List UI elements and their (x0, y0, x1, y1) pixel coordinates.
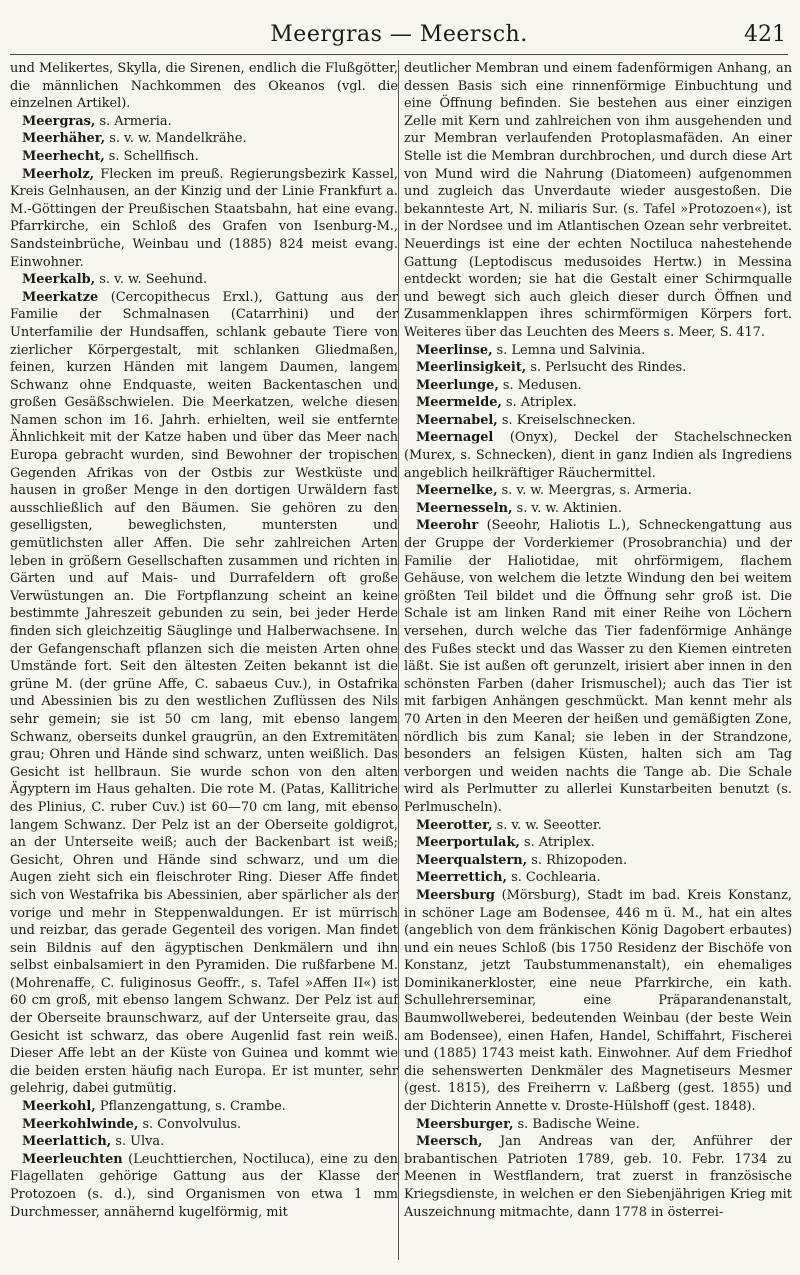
entry-text: s. Schellfisch. (104, 148, 199, 164)
entry-text: (Cercopithecus Erxl.), Gattung aus der Familie der Schmalnasen (Catarrhini) und der Unterfamilie der Hundsaffen, schlank gebaute Tiere von zierlicher Körpergestalt, mit schlanken Gliedmaßen, feinen, kurzen Händen mit langem Daumen, langem Schwanz ohne Endquaste, weiten Backentaschen und großen Gesäßschwielen. Die Meerkatzen, welche diesen Namen schon im 16. Jahrh. erhielten, weil sie entfernte Ähnlichkeit mit der Katze haben und über das Meer nach Europa gebracht wurden, sind Bewohner der tropischen Gegenden Afrikas von der Ostbis zur Westküste und hausen in großer Menge in den dortigen Urwäldern fast ausschließlich auf den Bäumen. Sie gehören zu den geselligsten, beweglichsten, muntersten und gemütlichsten aller Affen. Die sehr zahlreichen Arten leben in größern Gesellschaften zusammen und richten in Gärten und auf Mais- und Durrafeldern oft große Verwüstungen an. Die Fortpflanzung scheint an keine bestimmte Jahreszeit gebunden zu sein, bei jeder Herde finden sich gleichzeitig Säuglinge und Halberwachsene. In der Gefangenschaft pflanzen sich die meisten Arten ohne Umstände fort. Seit den ältesten Zeiten bekannt ist die grüne M. (der grüne Affe, C. sabaeus Cuv.), in Ostafrika und Abessinien bis zu den westlichen Zuflüssen des Nils sehr gemein; sie ist 50 cm lang, mit ebenso langem Schwanz, oberseits dunkel graugrün, an den Extremitäten grau; Ohren und Hände sind schwarz, unten weißlich. Das Gesicht ist hellbraun. Sie wurde schon von den alten Ägyptern im Haus gehalten. Die rote M. (Patas, Kallitriche des Plinius, C. ruber Cuv.) ist 60—70 cm lang, mit ebenso langem Schwanz. Der Pelz ist an der Oberseite goldigrot, an der Unterseite weiß; auch der Backenbart ist weiß; Gesicht, Ohren und Hände sind schwarz, und um die Augen zieht sich ein fleischroter Ring. Dieser Affe findet sich von Westafrika bis Abessinien, aber spärlicher als der vorige und mehr in Steppenwaldungen. Er ist mürrisch und reizbar, das gerade Gegenteil des vorigen. Man findet sein Bildnis auf den ägyptischen Denkmälern und ihn selbst einbalsamiert in den Pyramiden. Die rußfarbene M. (Mohrenaffe, C. fuliginosus Geoffr., s. Tafel »Affen II«) ist 60 cm groß, mit ebenso langem Schwanz. Der Pelz ist auf der Oberseite braunschwarz, auf der Unterseite grau, das Gesicht ist schwarz, das obere Augenlid fast rein weiß. Dieser Affe lebt an der Küste von Guinea und kommt wie die beiden ersten häufig nach Europa. Er ist munter, sehr gelehrig, dabei gutmütig. (10, 289, 398, 1097)
page-number: 421 (744, 22, 786, 47)
headword: Meerrettich, (416, 870, 507, 886)
entry (404, 817, 792, 835)
headword: Meernabel, (416, 412, 498, 428)
entry-text: s. v. w. Seeotter. (492, 817, 602, 833)
headword: Meernagel (416, 430, 494, 446)
entry-text: s. Rhizopoden. (527, 852, 628, 868)
entry (404, 429, 792, 482)
headword: Meerlinsigkeit, (416, 360, 527, 376)
headword: Meerleuchten (22, 1151, 123, 1167)
entry (10, 60, 398, 113)
entry-text: (Onyx), Deckel der Stachelschnecken (Murex, s. Schnecken), dient in ganz Indien als Ingrediens angeblich heilkräftiger Räuchermittel. (404, 430, 792, 481)
headword: Meerqualstern, (416, 852, 528, 868)
headword: Meermelde, (416, 395, 502, 411)
entry (10, 1133, 398, 1151)
entry (10, 148, 398, 166)
headword: Meerlattich, (22, 1134, 112, 1150)
entry (404, 60, 792, 342)
entry-text: s. v. w. Mandelkrähe. (105, 131, 247, 147)
entry-text: s. Ulva. (111, 1134, 165, 1150)
entry (10, 113, 398, 131)
left-column (10, 60, 398, 1265)
headword: Meersburg (416, 887, 495, 903)
headword: Meernesseln, (416, 500, 513, 516)
entry-text: s. Cochlearia. (506, 870, 601, 886)
entry (404, 1133, 792, 1221)
headword: Meerkatze (22, 289, 99, 305)
headword: Meerhecht, (22, 148, 105, 164)
entry (404, 1116, 792, 1134)
entry-text: s. Convolvulus. (138, 1116, 242, 1132)
page-header (10, 18, 788, 55)
entry-text: Pflanzengattung, s. Crambe. (95, 1099, 286, 1115)
entry (10, 1098, 398, 1116)
headword: Meerotter, (416, 817, 493, 833)
entry-text: s. v. w. Meergras, s. Armeria. (497, 483, 692, 499)
headword: Meersburger, (416, 1116, 514, 1132)
entry (10, 271, 398, 289)
entry-text: s. Medusen. (498, 377, 582, 393)
entry-text: (Seeohr, Haliotis L.), Schneckengattung aus der Gruppe der Vorderkiemer (Prosobranchia) und der Familie der Haliotidae, mit ohrförmigem, flachem Gehäuse, von welchem die letzte Windung den bei weitem größten Teil bildet und die Öffnung sehr groß ist. Die Schale ist am linken Rand mit einer Reihe von Löchern versehen, durch welche das Tier fadenförmige Anhänge des Fußes steckt und das Wasser zu den Kiemen eintreten läßt. Sie ist außen oft gerunzelt, irisiert aber innen in den schönsten Farben (daher Irismuschel); auch das Tier ist mit farbigen Anhängen geschmückt. Man kennt mehr als 70 Arten in den Meeren der heißen und gemäßigten Zone, nördlich bis zum Kanal; sie leben in der Strandzone, besonders an felsigen Küsten, halten sich am Tag verborgen und weiden nachts die Tange ab. Die Schale wird als Perlmutter zu allerlei Kunstarbeiten benutzt (s. Perlmuscheln). (404, 518, 792, 815)
entry-text: s. v. w. Seehund. (95, 272, 208, 288)
entry-text: und Melikertes, Skylla, die Sirenen, endlich die Flußgötter, die männlichen Nachkommen des Okeanos (vgl. die einzelnen Artikel). (10, 61, 398, 112)
headword: Meerportulak, (416, 835, 520, 851)
headword: Meerlunge, (416, 377, 499, 393)
entry-text: Jan Andreas van der, Anführer der brabantischen Patrioten 1789, geb. 10. Febr. 1734 zu Meenen in Westflandern, trat zuerst in französische Kriegsdienste, in welchen er den Siebenjährigen Krieg mit Auszeichnung mitmachte, dann 1778 in österrei- (404, 1134, 792, 1220)
headword: Meerkohl, (22, 1099, 96, 1115)
headword: Meerlinse, (416, 342, 493, 358)
entry (404, 359, 792, 377)
entry (404, 887, 792, 1116)
entry-text: (Leuchttierchen, Noctiluca), eine zu den Flagellaten gehörige Gattung aus der Klasse der Protozoen (s. d.), sind Organismen von etwa 1 mm Durchmesser, annähernd kugelförmig, mit (10, 1151, 398, 1220)
headword: Meergras, (22, 113, 96, 129)
headword: Meerkohlwinde, (22, 1116, 139, 1132)
entry (404, 869, 792, 887)
entry-text: s. Armeria. (95, 113, 172, 129)
entry (404, 412, 792, 430)
entry (404, 394, 792, 412)
entry-text: s. Lemna und Salvinia. (492, 342, 646, 358)
entry (404, 377, 792, 395)
entry (10, 289, 398, 1098)
headword: Meerholz, (22, 166, 95, 182)
entry-text: s. Perlsucht des Rindes. (526, 360, 687, 376)
headword: Meernelke, (416, 483, 498, 499)
entry-text: (Mörsburg), Stadt im bad. Kreis Konstanz, in schöner Lage am Bodensee, 446 m ü. M., hat ein altes (angeblich von dem fränkischen König Dagobert erbautes) und ein neues Schloß (bis 1750 Residenz der Bischöfe von Konstanz, jetzt Taubstummenanstalt), ein ehemaliges Dominikanerkloster, eine neue Pfarrkirche, ein kath. Schullehrerseminar, eine Präparandenanstalt, Baumwollweberei, bedeutenden Weinbau (der beste Wein am Bodensee), einen Hafen, Handel, Schiffahrt, Fischerei und (1885) 1743 meist kath. Einwohner. Auf dem Friedhof die sehenswerten Denkmäler des Magnetiseurs Mesmer (gest. 1815), des Freiherrn v. Laßberg (gest. 1855) und der Dichterin Annette v. Droste-Hülshoff (gest. 1848). (404, 887, 792, 1115)
entry-text: Flecken im preuß. Regierungsbezirk Kassel, Kreis Gelnhausen, an der Kinzig und der Linie Frankfurt a. M.-Göttingen der Preußischen Staatsbahn, hat eine evang. Pfarrkirche, ein Schloß des Grafen von Isenburg-M., Sandsteinbrüche, Weinbau und (1885) 824 meist evang. Einwohner. (10, 166, 398, 270)
entry-text: deutlicher Membran und einem fadenförmigen Anhang, an dessen Basis sich eine rinnenförmige Einbuchtung und eine Öffnung befinden. Sie bestehen aus einer einzigen Zelle mit Kern und zahlreichen von ihm ausgehenden und zur Membran verlaufenden Protoplasmafäden. An einer Stelle ist die Membran durchbrochen, und durch diese Art von Mund wird die Nahrung (Diatomeen) aufgenommen und zugleich das Unverdaute wieder ausgestoßen. Die bekannteste Art, N. miliaris Sur. (s. Tafel »Protozoen«), ist in der Nordsee und im Atlantischen Ozean sehr verbreitet. Neuerdings ist eine der echten Noctiluca nahestehende Gattung (Leptodiscus medusoides Hertw.) in Messina entdeckt worden; sie hat die Gestalt einer Schirmqualle und bewegt sich auch gleich dieser durch Öffnen und Zusammenklappen ihres schirmförmigen Körpers fort. Weiteres über das Leuchten des Meers s. Meer, S. 417. (404, 61, 792, 340)
entry (10, 130, 398, 148)
entry (404, 482, 792, 500)
entry-text: s. v. w. Aktinien. (512, 500, 622, 516)
running-title: Meergras — Meersch. (270, 22, 528, 47)
entry (10, 1116, 398, 1134)
entry-text: s. Atriplex. (501, 395, 577, 411)
entry (404, 342, 792, 360)
entry-text: s. Kreiselschnecken. (497, 412, 636, 428)
entry (10, 166, 398, 272)
column-divider (398, 60, 399, 1260)
right-column (404, 60, 792, 1265)
entry-text: s. Atriplex. (519, 835, 595, 851)
entry (10, 1151, 398, 1221)
entry (404, 500, 792, 518)
headword: Meersch, (416, 1134, 483, 1150)
headword: Meerhäher, (22, 131, 106, 147)
entry (404, 517, 792, 816)
entry-text: s. Badische Weine. (513, 1116, 640, 1132)
headword: Meerkalb, (22, 272, 96, 288)
headword: Meerohr (416, 518, 479, 534)
entry (404, 852, 792, 870)
entry (404, 834, 792, 852)
